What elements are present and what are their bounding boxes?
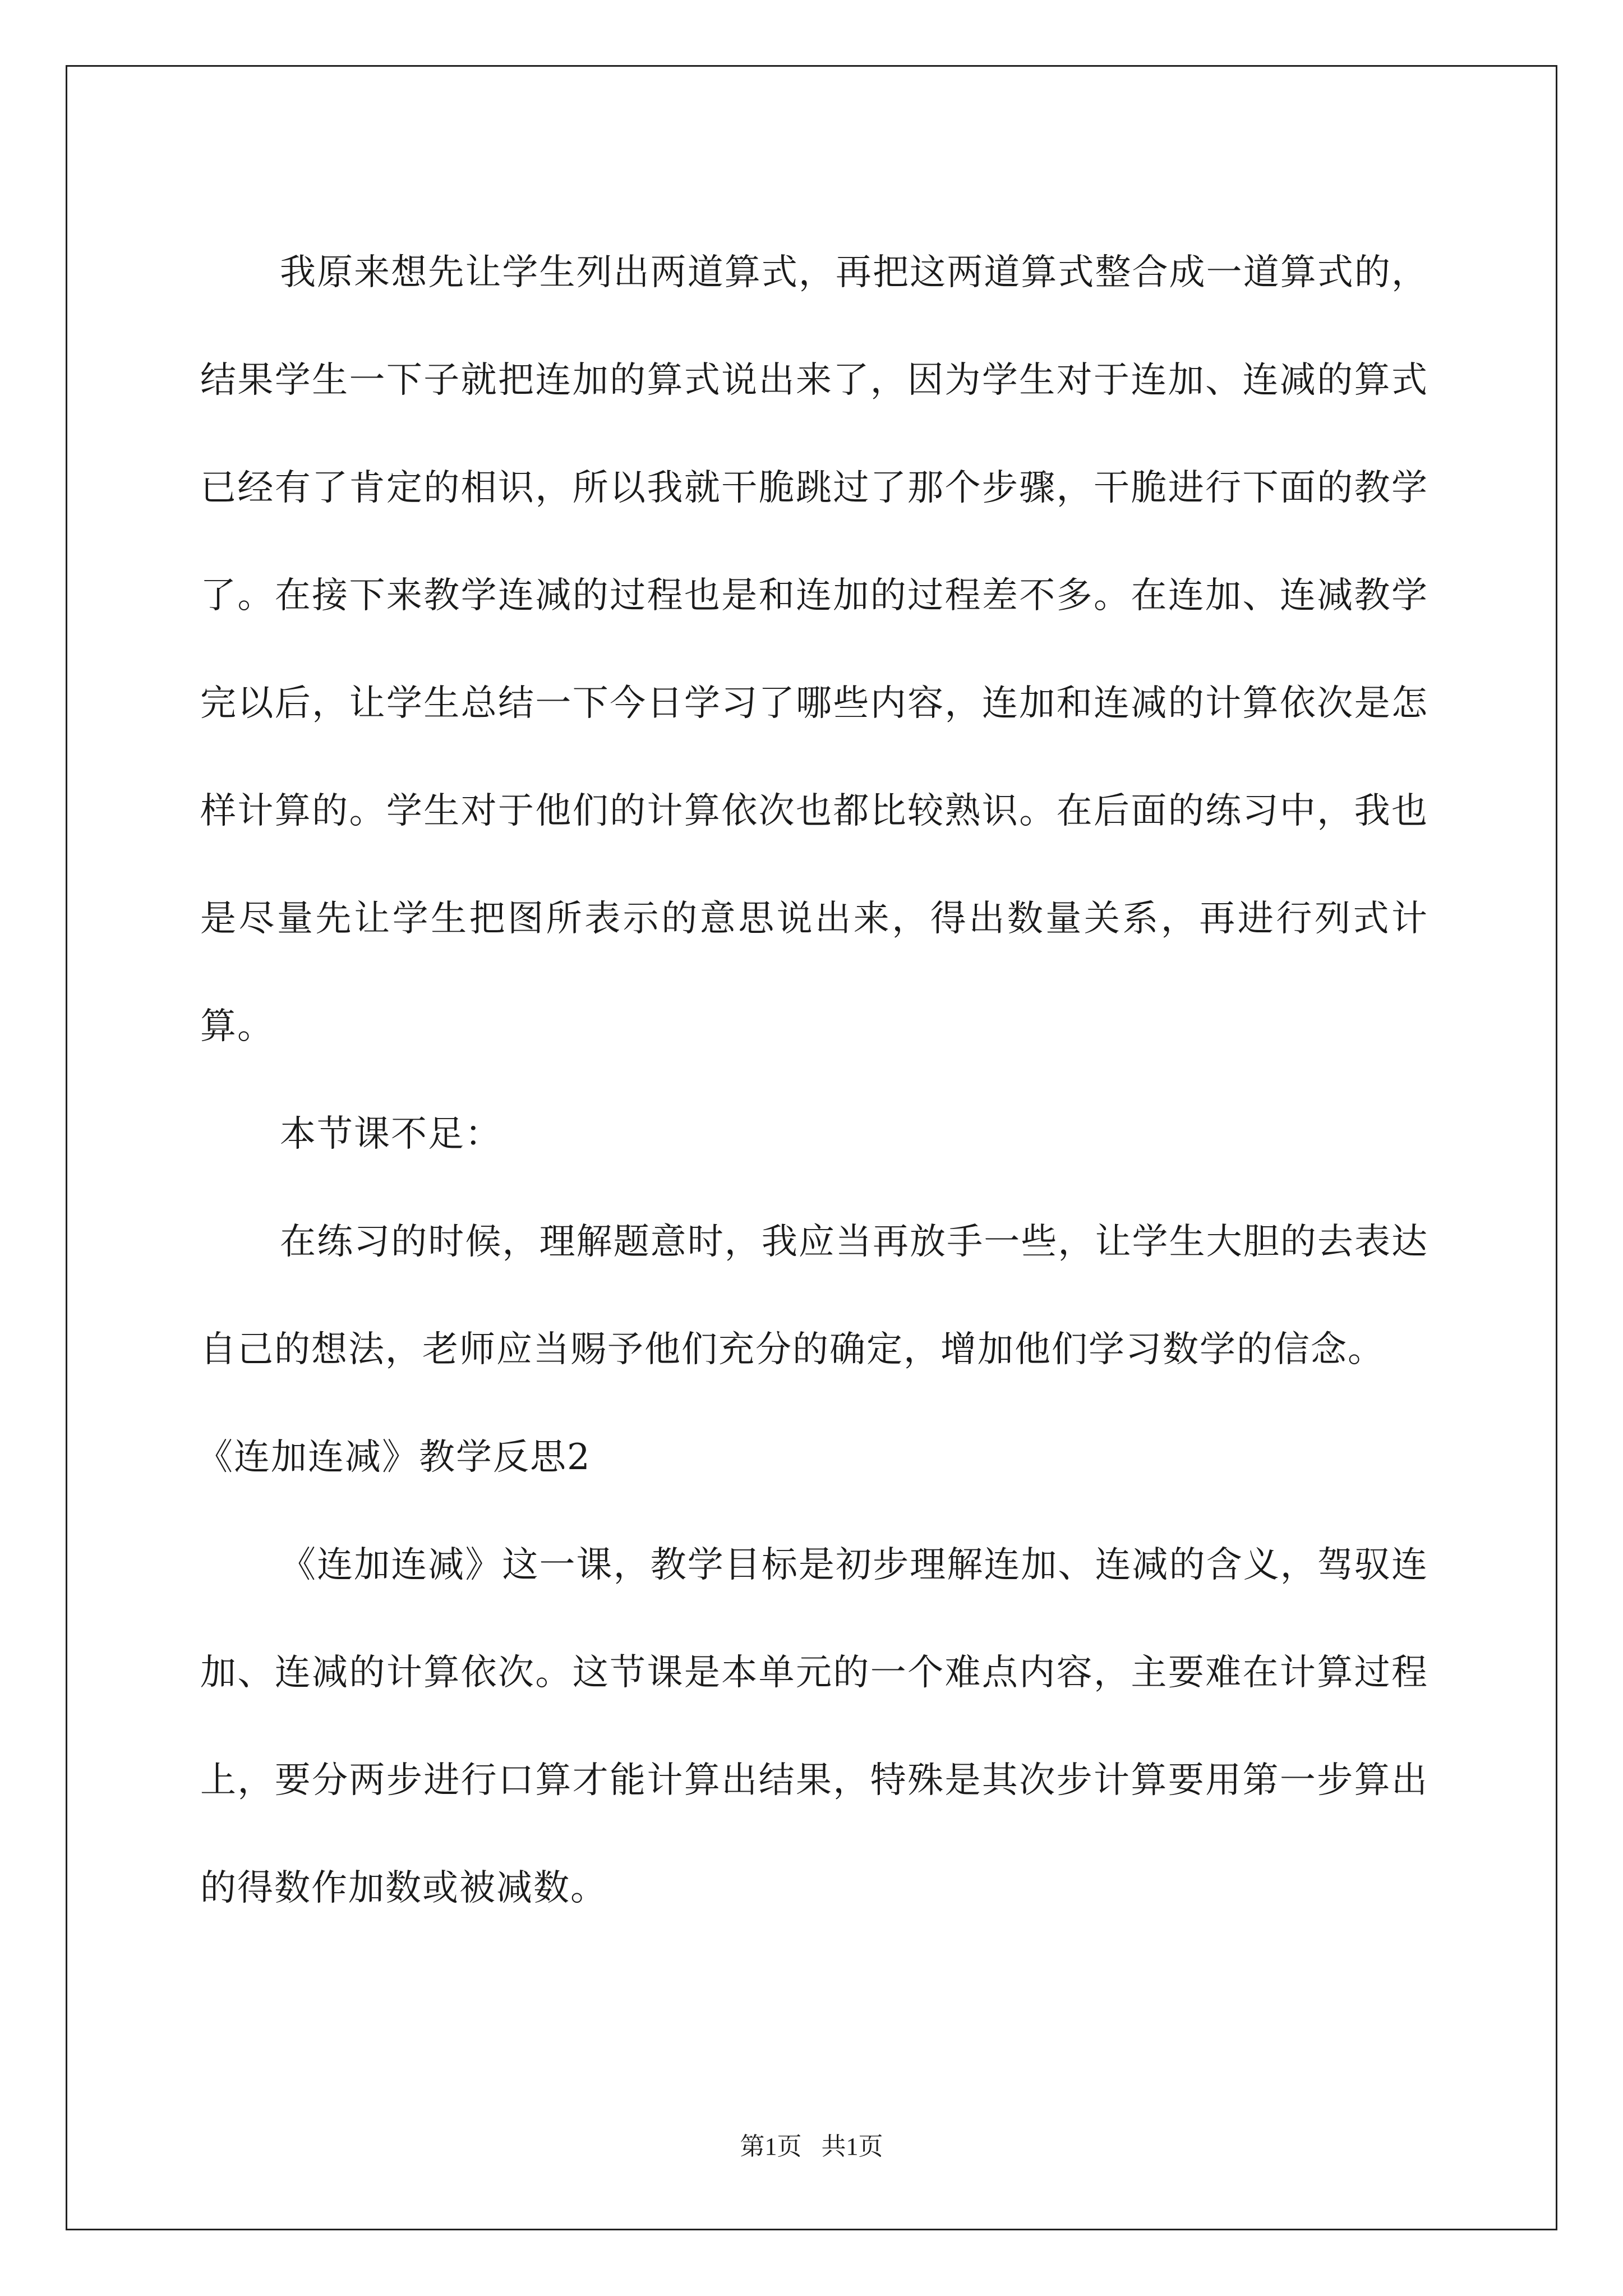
page-footer — [0, 2126, 1623, 2162]
paragraph-3: 在练习的时候，理解题意时，我应当再放手一些，让学生大胆的去表达自己的想法，老师应当赐予他们充分的确定，增加他们学习数学的信念。 — [200, 1221, 1428, 1370]
page-number-total: 共1页 — [821, 2133, 883, 2160]
paragraph-2: 本节课不足： — [280, 1114, 502, 1155]
paragraph-1: 我原来想先让学生列出两道算式，再把这两道算式整合成一道算式的，结果学生一下子就把连加的算式说出来了，因为学生对于连加、连减的算式已经有了肯定的相识，所以我就干脆跳过了那个步骤，干脆进行下面的教学了。在接下来教学连减的过程也是和连加的过程差不多。在连加、连减教学完以后，让学生总结一下今日学习了哪些内容，连加和连减的计算依次是怎样计算的。学生对于他们的计算依次也都比较熟识。在后面的练习中，我也是尽量先让学生把图所表示的意思说出来，得出数量关系，再进行列式计算。 — [200, 252, 1428, 1047]
paragraph-4: 《连加连减》这一课，教学目标是初步理解连加、连减的含义，驾驭连加、连减的计算依次。这节课是本单元的一个难点内容，主要难在计算过程上，要分两步进行口算才能计算出结果，特殊是其次步计算要用第一步算出的得数作加数或被减数。 — [200, 1544, 1428, 1909]
document-body — [197, 219, 1428, 1942]
section-heading: 《连加连减》教学反思2 — [197, 1437, 591, 1478]
page-number-current: 第1页 — [740, 2133, 802, 2160]
